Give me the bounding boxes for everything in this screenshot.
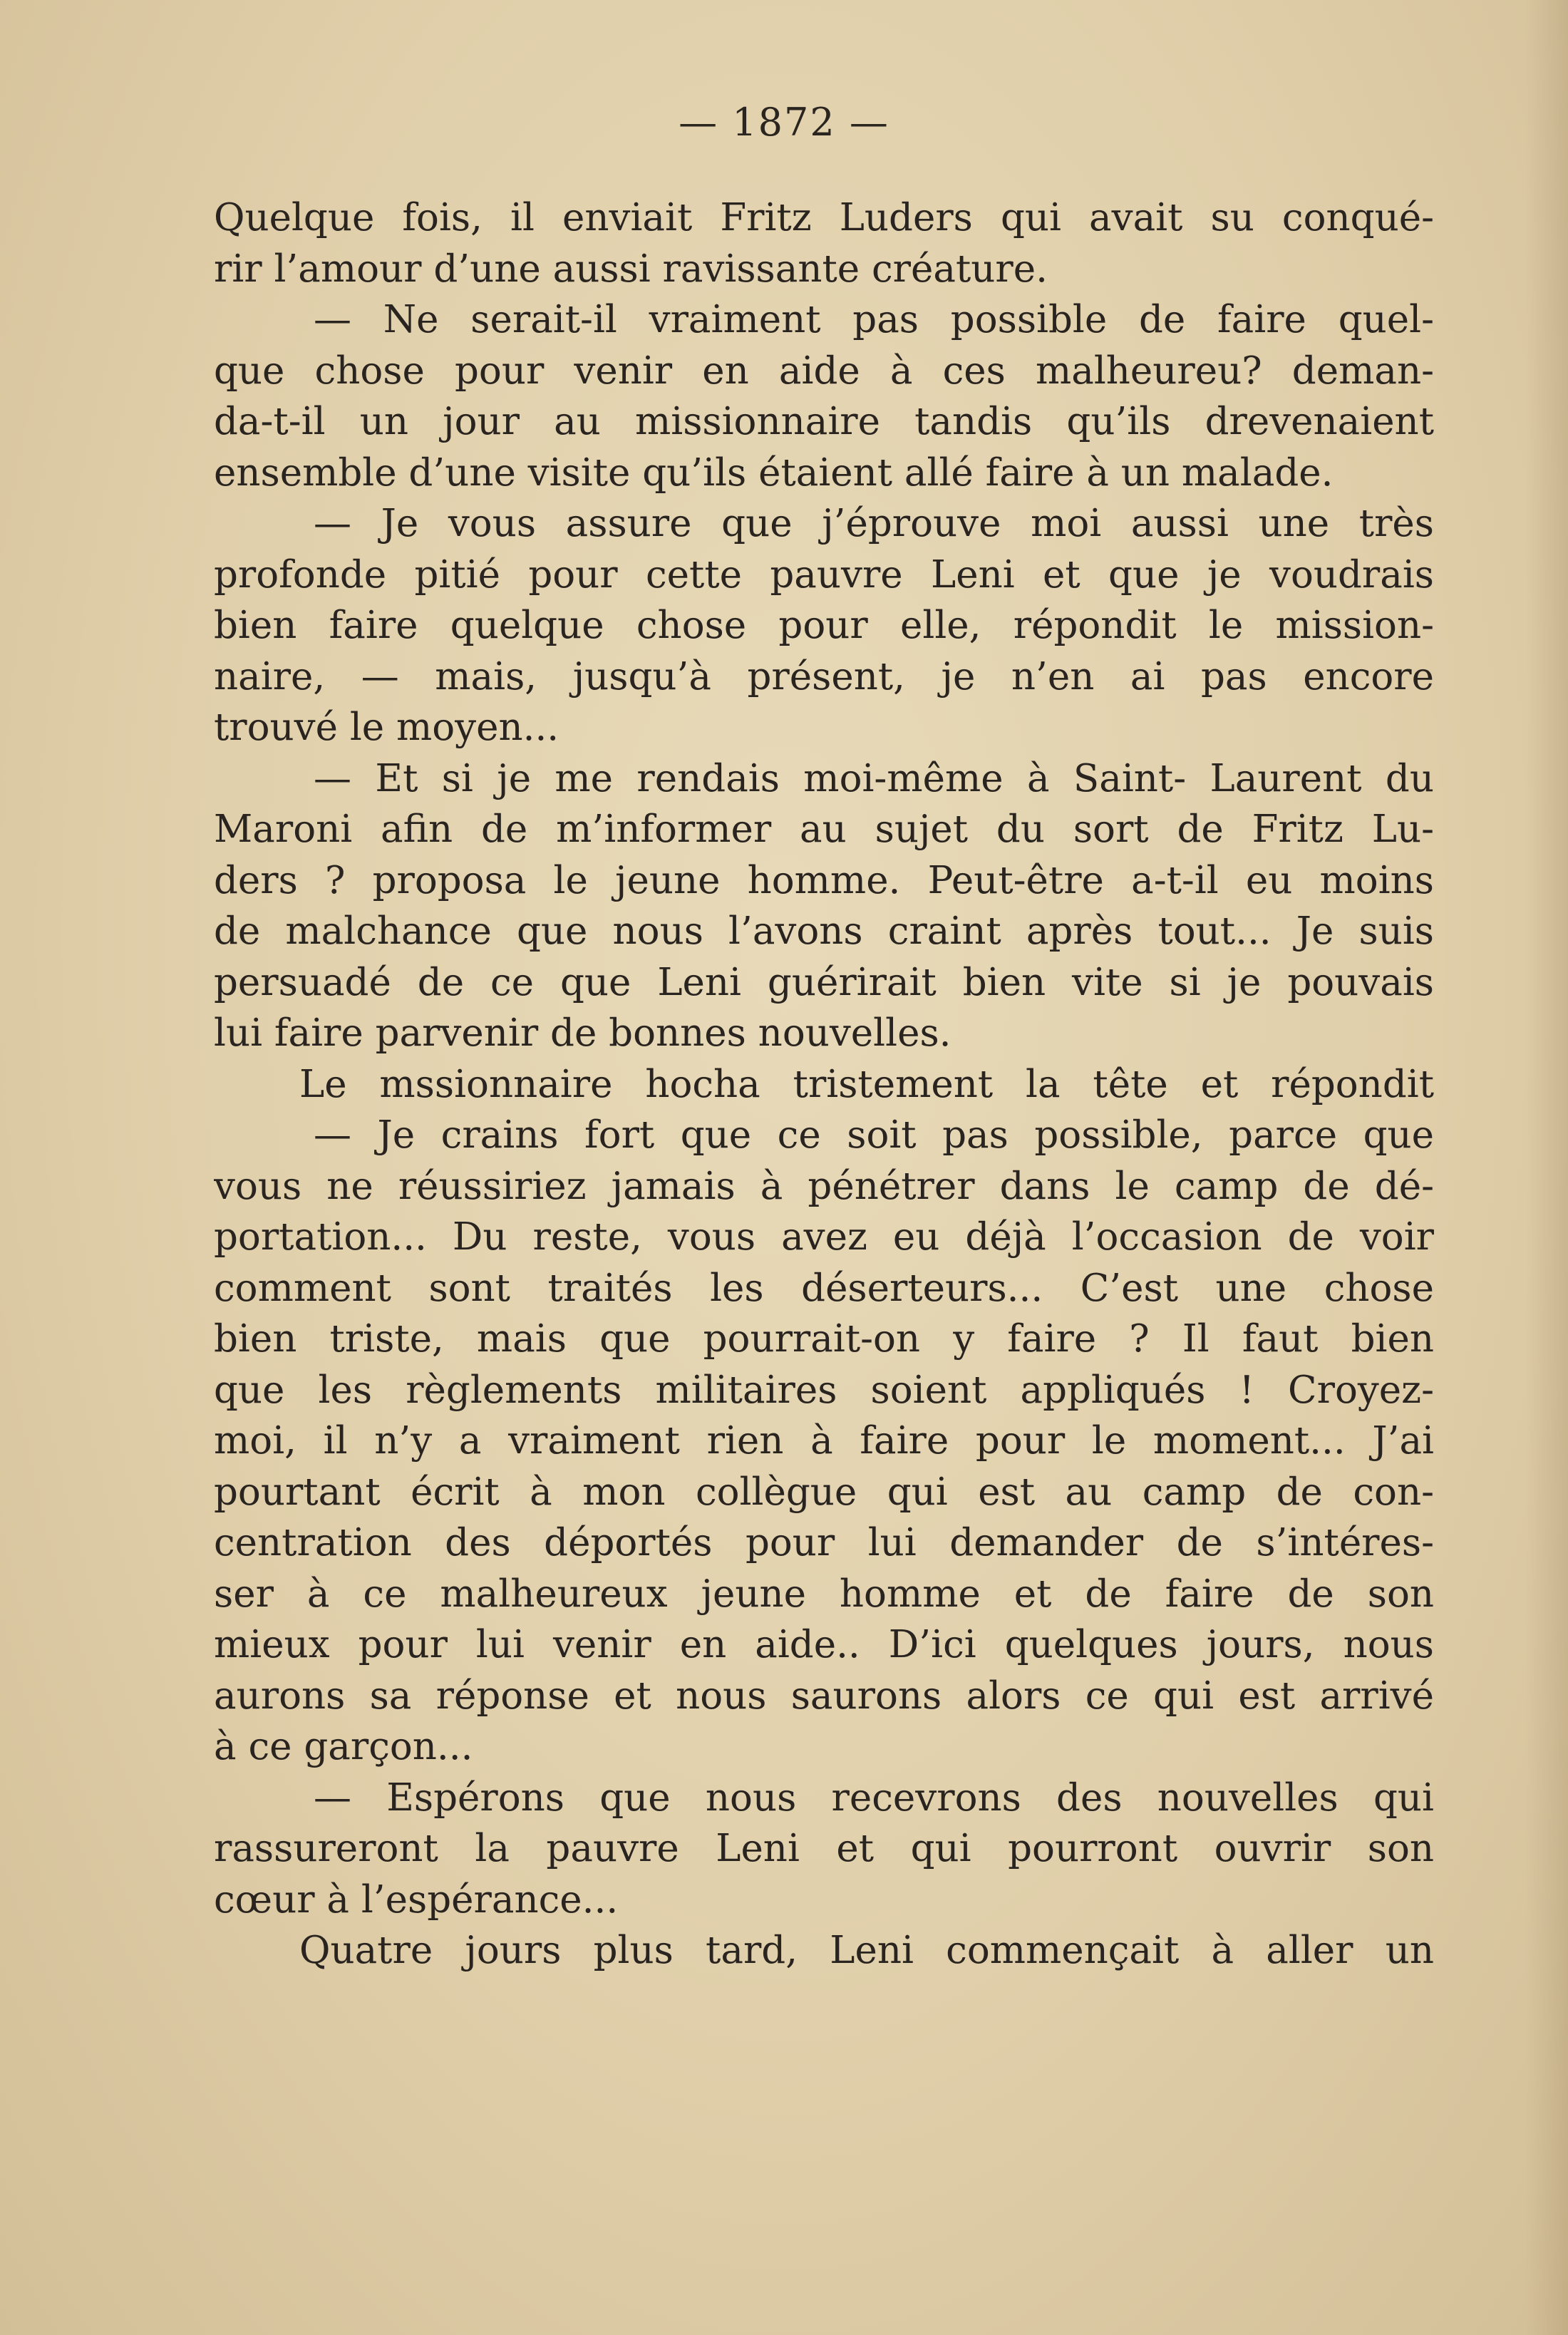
- text-line: cœur à l’espérance...: [214, 1877, 619, 1922]
- text-line: que les règlements militaires soient appliqués ! Croyez-: [214, 1368, 1434, 1412]
- text-line: de malchance que nous l’avons craint après tout... Je suis: [214, 909, 1434, 953]
- text-line: comment sont traités les déserteurs... C’est une chose: [214, 1266, 1434, 1310]
- body-text: [214, 192, 1434, 1976]
- text-line: profonde pitié pour cette pauvre Leni et que je voudrais: [214, 552, 1434, 597]
- text-line: Maroni afin de m’informer au sujet du sort de Fritz Lu-: [214, 808, 1434, 851]
- text-line: ensemble d’une visite qu’ils étaient allé faire à un malade.: [214, 450, 1334, 495]
- page-number: — 1872 —: [679, 100, 889, 145]
- text-line: lui faire parvenir de bonnes nouvelles.: [214, 1011, 951, 1055]
- text-line: Le mssionnaire hocha tristement la tête et répondit: [299, 1062, 1434, 1106]
- page-edge-shadow: [1525, 0, 1568, 2335]
- text-line: moi, il n’y a vraiment rien à faire pour le moment... J’ai: [214, 1419, 1434, 1463]
- text-line: da-t-il un jour au missionnaire tandis qu’ils drevenaient: [214, 400, 1434, 443]
- text-line: rassureront la pauvre Leni et qui pourront ouvrir son: [214, 1827, 1434, 1870]
- text-line: ders ? proposa le jeune homme. Peut-être a-t-il eu moins: [214, 858, 1434, 902]
- text-line: vous ne réussiriez jamais à pénétrer dans le camp de dé-: [214, 1164, 1434, 1208]
- text-line: bien triste, mais que pourrait-on y faire ? Il faut bien: [214, 1317, 1434, 1361]
- text-line: portation... Du reste, vous avez eu déjà l’occasion de voir: [214, 1215, 1434, 1259]
- text-line: — Espérons que nous recevrons des nouvelles qui: [314, 1775, 1434, 1820]
- text-line: bien faire quelque chose pour elle, répondit le mission-: [214, 604, 1434, 647]
- text-line: mieux pour lui venir en aide.. D’ici quelques jours, nous: [214, 1623, 1434, 1666]
- text-line: rir l’amour d’une aussi ravissante créature.: [214, 247, 1048, 291]
- text-line: centration des déportés pour lui demander de s’intéres-: [214, 1521, 1434, 1565]
- text-line: à ce garçon...: [214, 1725, 473, 1768]
- text-line: — Ne serait-il vraiment pas possible de faire quel-: [314, 298, 1434, 341]
- text-line: — Je crains fort que ce soit pas possible, parce que: [314, 1113, 1434, 1157]
- text-line: persuadé de ce que Leni guérirait bien vite si je pouvais: [214, 960, 1434, 1004]
- text-line: que chose pour venir en aide à ces malheureu? deman-: [214, 349, 1434, 393]
- text-line: — Je vous assure que j’éprouve moi aussi une très: [314, 502, 1434, 545]
- text-line: naire, — mais, jusqu’à présent, je n’en ai pas encore: [214, 654, 1434, 699]
- text-line: ser à ce malheureux jeune homme et de faire de son: [214, 1572, 1434, 1616]
- text-line: — Et si je me rendais moi-même à Saint- Laurent du: [314, 756, 1434, 800]
- text-line: trouvé le moyen...: [214, 706, 559, 749]
- text-line: Quelque fois, il enviait Fritz Luders qui avait su conqué-: [214, 196, 1434, 239]
- text-line: pourtant écrit à mon collègue qui est au camp de con-: [214, 1470, 1434, 1514]
- text-line: aurons sa réponse et nous saurons alors ce qui est arrivé: [214, 1674, 1434, 1718]
- text-line: Quatre jours plus tard, Leni commençait à aller un: [299, 1929, 1434, 1972]
